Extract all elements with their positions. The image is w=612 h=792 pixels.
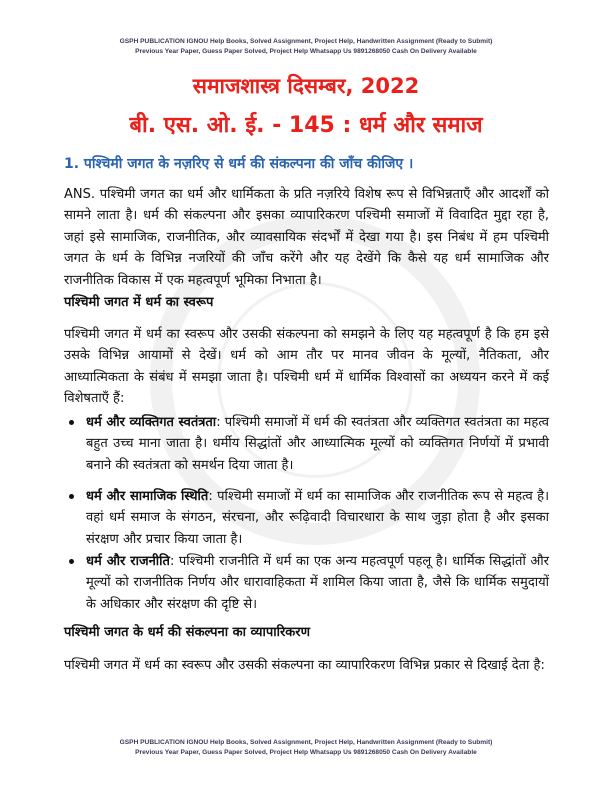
bullet-item <box>86 412 549 476</box>
section-intro-paragraph: पश्चिमी जगत में धर्म का स्वरूप और उसकी संकल्पना को समझने के लिए यह महत्वपूर्ण है कि हम इसे उसके विभिन्न आयामों से देखें। धर्म को आम तौर पर मानव जीवन के मूल्यों, नैतिकता, और आध्यात्मिकता के संबंध में समझा जाता है। पश्चिमी धर्म में धार्मिक विश्वासों का अध्ययन करने में कई विशेषताएँ हैं: <box>64 327 549 407</box>
section-heading-nature: पश्चिमी जगत में धर्म का स्वरूप <box>64 295 214 310</box>
answer-intro-paragraph: ANS. पश्चिमी जगत का धर्म और धार्मिकता के प्रति नज़रिये विशेष रूप से विभिन्नताएँ और आदर्शों को सामने लाता है। धर्म की संकल्पना और इसका व्यापारिकरण पश्चिमी समाजों में विवादित मुद्दा रहा है, जहां इसे सामाजिक, राजनीतिक, और व्यावसायिक संदर्भों में देखा गया है। इस निबंध में हम पश्चिमी जगत के धर्म के विभिन्न नजरियों की जाँच करेंगे और यह देखेंगे कि कैसे यह धर्म सामाजिक और राजनीतिक विकास में एक महत्वपूर्ण भूमिका निभाता है। <box>64 187 549 288</box>
bullet-text: : पश्चिमी राजनीति में धर्म का एक अन्य महत्वपूर्ण पहलू है। धार्मिक सिद्धांतों और मूल्यों को राजनीतिक निर्णय और धारावाहिकता में शामिल किया जाता है, जैसे कि धार्मिक समुदायों के अधिकार और संरक्षण की दृष्टि से। <box>86 554 549 612</box>
question-heading: 1. पश्चिमी जगत के नज़रिए से धर्म की संकल्पना की जाँच कीजिए । <box>64 156 414 172</box>
page-title: समाजशास्त्र दिसम्बर, 2022 <box>192 74 420 98</box>
section-2-intro-paragraph: पश्चिमी जगत में धर्म का स्वरूप और उसकी संकल्पना का व्यापारिकरण विभिन्न प्रकार से दिखाई देता है: <box>64 658 545 673</box>
bullet-term: धर्म और व्यक्तिगत स्वतंत्रता <box>86 415 217 430</box>
bullet-item <box>86 486 549 550</box>
bullet-text: : पश्चिमी समाजों में धर्म की स्वतंत्रता और व्यक्तिगत स्वतंत्रता का महत्व बहुत उच्च माना जाता है। धर्मीय सिद्धांतों और आध्यात्मिक मूल्यों को व्यक्तिगत निर्णयों में प्रभावी बनाने की स्वतंत्रता को समर्थन दिया जाता है। <box>86 415 549 473</box>
page-subtitle: बी. एस. ओ. ई. - 145 : धर्म और समाज <box>129 113 483 138</box>
footer-line-2: Previous Year Paper, Guess Paper Solved, Project Help Whatsapp Us 9891268050 Cash On Delivery Available <box>135 749 477 756</box>
bullet-item <box>86 551 549 615</box>
bullet-text: : पश्चिमी समाजों में धर्म का सामाजिक और राजनीतिक रूप से महत्व है। वहां धर्म समाज के संगठन, संरचना, और रूढ़िवादी विचारधारा के साथ जुड़ा होता है और इसका संरक्षण और प्रचार किया जाता है। <box>86 489 549 547</box>
header-line-1: GSPH PUBLICATION IGNOU Help Books, Solved Assignment, Project Help, Handwritten Assignment (Ready to Submit) <box>119 38 493 45</box>
section-heading-commercialization: पश्चिमी जगत के धर्म की संकल्पना का व्यापारिकरण <box>64 625 310 640</box>
header-line-2: Previous Year Paper, Guess Paper Solved, Project Help Whatsapp Us 9891268050 Cash On Delivery Available <box>135 48 477 55</box>
footer-line-1: GSPH PUBLICATION IGNOU Help Books, Solved Assignment, Project Help, Handwritten Assignment (Ready to Submit) <box>119 739 493 746</box>
page-header <box>0 37 612 57</box>
page-footer <box>0 738 612 758</box>
bullet-term: धर्म और सामाजिक स्थिति <box>86 489 209 504</box>
bullet-term: धर्म और राजनीति <box>86 554 170 569</box>
